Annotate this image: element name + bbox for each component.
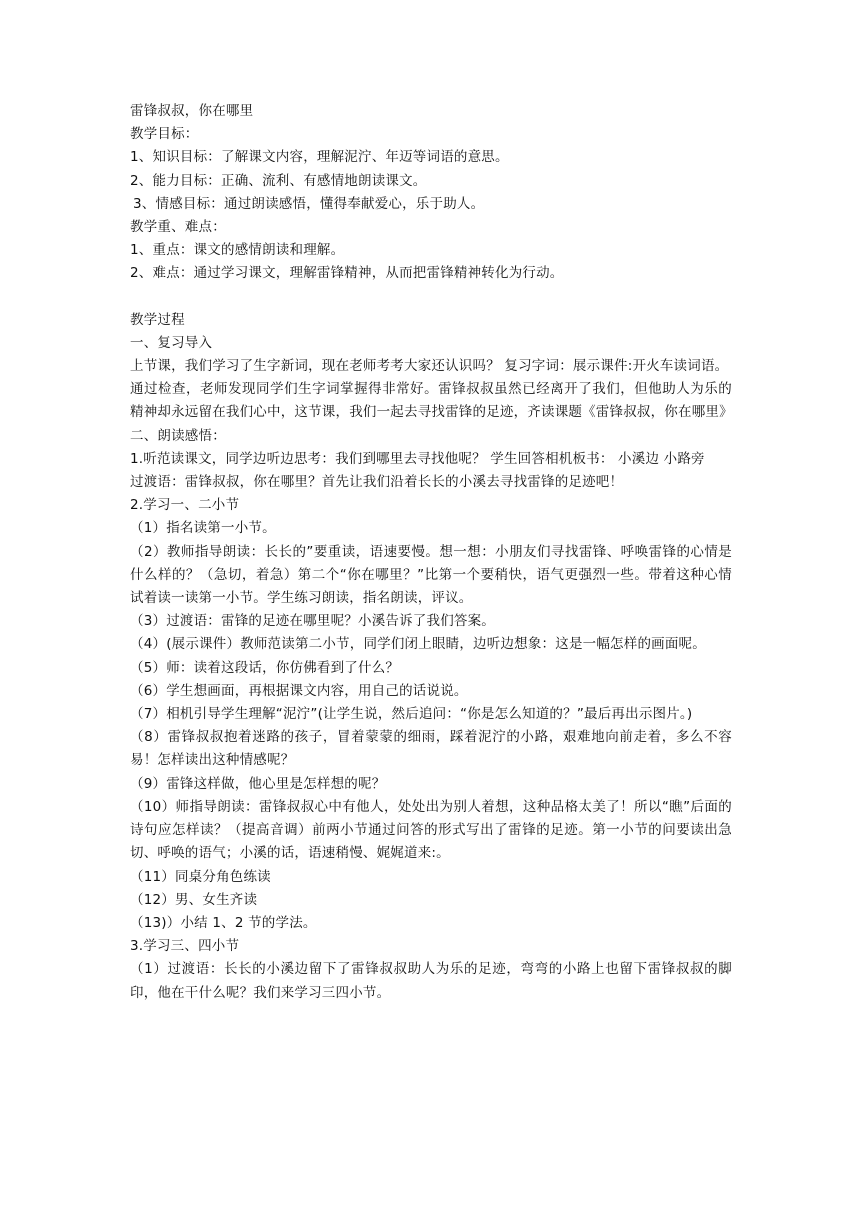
section-heading-review: 一、复习导入 (130, 334, 213, 351)
reading-step: （1）过渡语：长长的小溪边留下了雷锋叔叔助人为乐的足迹，弯弯的小路上也留下雷锋叔叔的脚印，他在干什么呢？我们来学习三四小节。 (130, 961, 732, 1001)
reading-step: （8）雷锋叔叔抱着迷路的孩子，冒着蒙蒙的细雨，踩着泥泞的小路，艰难地向前走着，多么不容易！怎样读出这种情感呢？ (130, 729, 732, 769)
document-title: 雷锋叔叔，你在哪里 (130, 103, 254, 119)
blank-line (130, 286, 732, 309)
key-points-heading: 教学重、难点： (130, 219, 226, 236)
reading-paragraph: 过渡语：雷锋叔叔，你在哪里？首先让我们沿着长长的小溪去寻找雷锋的足迹吧！ (130, 474, 624, 491)
review-paragraph: 上节课，我们学习了生字新词，现在老师考考大家还认识吗？ 复习字词：展示课件:开火车读词语。 (130, 358, 729, 375)
reading-step: （2）教师指导朗读：长长的”要重读，语速要慢。想一想：小朋友们寻找雷锋、呼唤雷锋的心情是什么样的？（急切，着急）第二个“你在哪里？”比第一个要稍快，语气更强烈一些。带着这种心情试着读一读第一小节。学生练习朗读，指名朗读，评议。 (130, 543, 732, 607)
objective-item: 2、能力目标：正确、流利、有感情地朗读课文。 (130, 172, 427, 189)
objective-item: 3、情感目标：通过朗读感悟，懂得奉献爱心，乐于助人。 (133, 195, 485, 212)
reading-step: （4）(展示课件）教师范读第二小节，同学们闭上眼睛，边听边想象：这是一幅怎样的画面呢。 (130, 636, 706, 653)
reading-step: （6）学生想画面，再根据课文内容，用自己的话说说。 (130, 682, 468, 699)
reading-step: （5）师：读着这段话，你仿佛看到了什么？ (130, 659, 400, 676)
subsection-heading: 2.学习一、二小节 (130, 497, 240, 514)
objective-item: 1、知识目标：了解课文内容，理解泥泞、年迈等词语的意思。 (130, 149, 509, 166)
objectives-heading: 教学目标： (130, 126, 199, 143)
reading-step: （11）同桌分角色练读 (130, 868, 271, 885)
reading-step: （9）雷锋这样做，他心里是怎样想的呢？ (130, 775, 386, 792)
reading-step: （7）相机引导学生理解“泥泞”(让学生说，然后追问：“你是怎么知道的？”最后再出示图片。) (130, 706, 693, 723)
process-heading: 教学过程 (130, 311, 185, 328)
reading-paragraph: 1.听范读课文，同学边听边思考：我们到哪里去寻找他呢？ 学生回答相机板书： 小溪边 小路旁 (130, 450, 705, 467)
reading-step: （3）过渡语：雷锋的足迹在哪里呢？小溪告诉了我们答案。 (130, 613, 495, 630)
reading-step: （1）指名读第一小节。 (130, 520, 276, 537)
subsection-heading: 3.学习三、四小节 (130, 938, 240, 955)
reading-step: （12）男、女生齐读 (130, 891, 258, 908)
review-paragraph: 通过检查，老师发现同学们生字词掌握得非常好。雷锋叔叔虽然已经离开了我们，但他助人为乐的精神却永远留在我们心中，这节课，我们一起去寻找雷锋的足迹，齐读课题《雷锋叔叔，你在哪里》 (130, 381, 733, 421)
document-page (130, 100, 732, 1005)
key-point-item: 2、难点：通过学习课文，理解雷锋精神，从而把雷锋精神转化为行动。 (130, 265, 564, 282)
key-point-item: 1、重点：课文的感情朗读和理解。 (130, 242, 345, 259)
reading-step: （13)）小结 1、2 节的学法。 (130, 914, 317, 931)
section-heading-reading: 二、朗读感悟： (130, 427, 226, 444)
reading-step: （10）师指导朗读：雷锋叔叔心中有他人，处处出为别人着想，这种品格太美了！所以“瞧”后面的诗句应怎样读？（提高音调）前两小节通过问答的形式写出了雷锋的足迹。第一小节的问要读出急切、呼唤的语气；小溪的话，语速稍慢、娓娓道来:。 (130, 798, 732, 862)
